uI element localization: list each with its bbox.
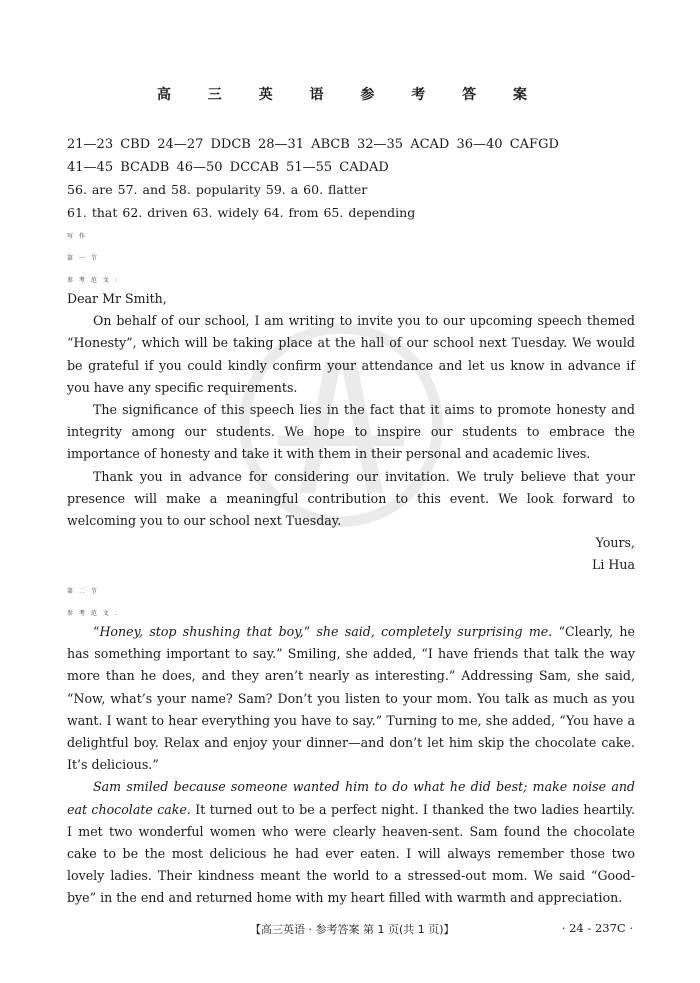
essay-quote-close: ” bbox=[303, 624, 317, 639]
letter bbox=[67, 288, 635, 577]
answer-row-21-40: 21—23 CBD 24—27 DDCB 28—31 ABCB 32—35 ACAD 36—40 CAFGD bbox=[67, 137, 559, 152]
letter-paragraph-3: Thank you in advance for considering our invitation. We truly believe that your presence will make a meaningful contribution to this event. We look forward to welcoming you to our school next Tuesday. bbox=[67, 468, 635, 529]
letter-greeting: Dear Mr Smith, bbox=[67, 291, 167, 306]
essay-paragraph-2-text: It turned out to be a perfect night. I thanked the two ladies heartily. I met two wonderful women who were clearly heaven-sent. Sam found the chocolate cake to be the most delicious he had ever eaten. I will always remember those two lovely ladies. Their kindness meant the world to a stressed-out mom. We said “Good-bye” in the end and returned home with my heart filled with warmth and appreciation. bbox=[67, 801, 635, 906]
essay-paragraph-2 bbox=[67, 776, 635, 909]
answer-key bbox=[67, 134, 559, 224]
section-2-ref-label: 参 考 范 文 ： bbox=[67, 610, 123, 617]
page-title: 高 三 英 语 参 考 答 案 bbox=[156, 87, 544, 103]
section-1-label: 第 一 节 bbox=[67, 255, 99, 262]
writing-label: 写 作 bbox=[67, 233, 87, 240]
essay-quote-open: “ bbox=[93, 624, 100, 639]
essay-opening-italic: Honey, stop shushing that boy, bbox=[99, 624, 304, 639]
section-2-label: 第 二 节 bbox=[67, 588, 99, 595]
answer-row-41-55: 41—45 BCADB 46—50 DCCAB 51—55 CADAD bbox=[67, 159, 389, 175]
continuation-essay bbox=[67, 621, 635, 910]
essay-paragraph-1 bbox=[67, 621, 635, 776]
letter-paragraph-2: The significance of this speech lies in the fact that it aims to promote honesty and integrity among our students. We hope to inspire our students to embrace the importance of honesty and take it with them in their personal and academic lives. bbox=[67, 402, 635, 462]
footer-code: · 24 - 237C · bbox=[561, 921, 633, 935]
footer-page-info: 【高三英语 · 参考答案 第 1 页(共 1 页)】 bbox=[250, 923, 455, 936]
letter-paragraph-1: On behalf of our school, I am writing to invite you to our upcoming speech themed “Honesty”, which will be taking place at the hall of our school next Tuesday. We would be grateful if you could kindly confirm your attendance and let us know in advance if you have any specific requirements. bbox=[67, 313, 635, 395]
answer-row-56-60: 56. are 57. and 58. popularity 59. a 60. flatter bbox=[67, 182, 368, 197]
answer-row-61-65: 61. that 62. driven 63. widely 64. from 65. depending bbox=[67, 204, 416, 220]
essay-opening-italic-2: she said, completely surprising me. bbox=[316, 624, 553, 639]
letter-closing: Yours, bbox=[595, 535, 635, 551]
essay-paragraph-2-opening: Sam smiled because someone wanted him to do what he did best; make noise and eat chocolate cake. bbox=[67, 779, 635, 817]
essay-paragraph-1-text: “Clearly, he has something important to say.” Smiling, she added, “I have friends that talk the way more than he does, and they aren’t nearly as interesting.” Addressing Sam, she said, “Now, what’s your name? Sam? Don’t you listen to your mom. You talk as much as you want. I want to hear everything you have to say.” Turning to me, she added, “You have a delightful boy. Relax and enjoy your dinner—and don’t let him skip the chocolate cake. It’s delicious.” bbox=[67, 624, 635, 773]
letter-signature: Li Hua bbox=[592, 557, 635, 573]
section-1-ref-label: 参 考 范 文 ： bbox=[67, 277, 123, 284]
